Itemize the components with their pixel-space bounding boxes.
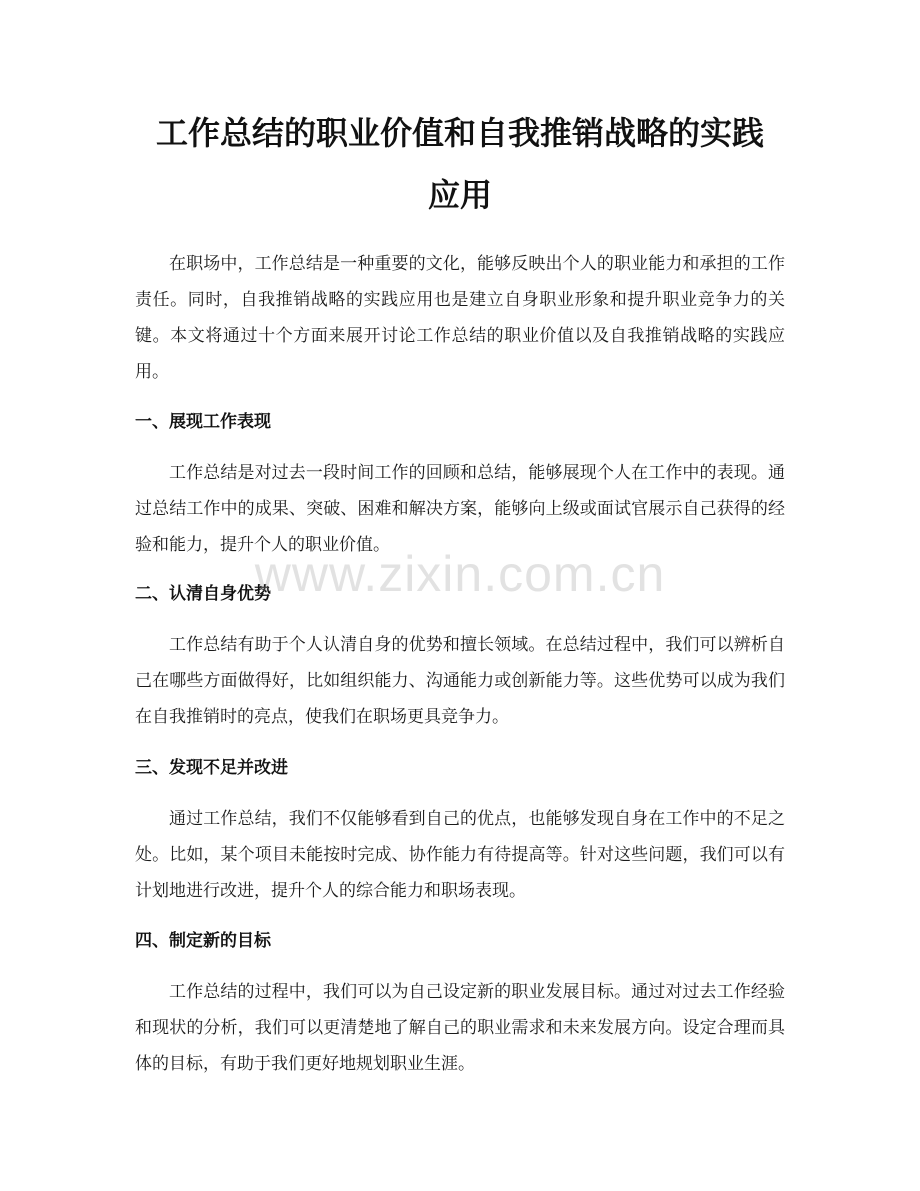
section-heading-3: 三、发现不足并改进 [135,758,288,778]
document-title-line1: 工作总结的职业价值和自我推销战略的实践 [155,114,764,152]
document-title-line2: 应用 [427,176,492,214]
section-body-2: 工作总结有助于个人认清自身的优势和擅长领域。在总结过程中，我们可以辨析自己在哪些方面做得好，比如组织能力、沟通能力或创新能力等。这些优势可以成为我们在自我推销时的亮点，使我们在职场更具竞争力。 [135,635,785,727]
section-body-3: 通过工作总结，我们不仅能够看到自己的优点，也能够发现自身在工作中的不足之处。比如，某个项目未能按时完成、协作能力有待提高等。针对这些问题，我们可以有计划地进行改进，提升个人的综合能力和职场表现。 [135,809,785,901]
section-body-1: 工作总结是对过去一段时间工作的回顾和总结，能够展现个人在工作中的表现。通过总结工作中的成果、突破、困难和解决方案，能够向上级或面试官展示自己获得的经验和能力，提升个人的职业价值。 [135,463,785,555]
section-heading-2: 二、认清自身优势 [135,584,271,604]
intro-paragraph: 在职场中，工作总结是一种重要的文化，能够反映出个人的职业能力和承担的工作责任。同时，自我推销战略的实践应用也是建立自身职业形象和提升职业竞争力的关键。本文将通过十个方面来展开讨论工作总结的职业价值以及自我推销战略的实践应用。 [135,254,785,382]
section-body-4: 工作总结的过程中，我们可以为自己设定新的职业发展目标。通过对过去工作经验和现状的分析，我们可以更清楚地了解自己的职业需求和未来发展方向。设定合理而具体的目标，有助于我们更好地规划职业生涯。 [135,982,785,1074]
section-heading-4: 四、制定新的目标 [135,931,271,951]
watermark: www.zixin.com.cn [254,546,666,602]
section-heading-1: 一、展现工作表现 [135,412,271,432]
